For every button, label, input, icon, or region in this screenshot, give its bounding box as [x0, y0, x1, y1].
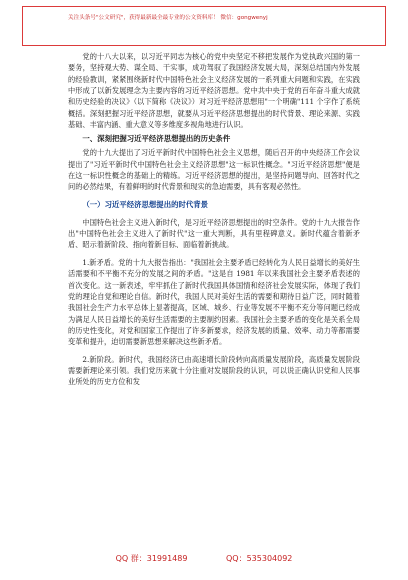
banner-text: 关注头条号"公文研究"，获得最新最全最专业的公文资料库！ 微信：gongwenyj	[68, 15, 268, 21]
section-heading-1: 一、深刻把握习近平经济思想提出的历史条件	[82, 134, 231, 144]
document-body	[68, 51, 360, 388]
paragraph-4: 1.新矛盾。党的十九大报告指出："我国社会主要矛盾已经转化为人民日益增长的美好生活需要和不平衡不充分的发展之间的矛盾。"这是自 1981 年以来我国社会主要矛盾表述的首次变化。这一新表述，牢牢抓住了新时代我国具体国情和经济社会发展实际，体现了我们党的理论自觉和理论自信。新时代，我国人民对美好生活的需要和期待日益广泛，同时随着我国社会生产力水平总体上显著提高，区域、城乡、行业等发展不平衡不充分等问题已经成为满足人民日益增长的美好生活需要的主要制约因素。我国社会主要矛盾的变化是关系全局的历史性变化，对党和国家工作提出了许多新要求，经济发展的质量、效率、动力等都需要变革和提升，迫切需要新思想来解决这些新矛盾。	[68, 257, 360, 347]
paragraph-intro: 党的十八大以来，以习近平同志为核心的党中央坚定不移把发展作为党执政兴国的第一要务，坚持观大势、谋全局、干实事，成功驾驭了我国经济发展大局，深刻总结国内外发展的经验教训，紧紧围绕新时代中国特色社会主义经济发展的一系列重大问题和实践，在实践中形成了以新发展理念为主要内容的习近平经济思想。党中共中央于党的百年奋斗重大成就和历史经验的决议》（以下简称《决议》）对习近平经济思想用"一个明确"111 个字作了系统概括。深刻把握习近平经济思想，就要从习近平经济思想提出的时代背景、理论来源、实践基础、丰富内涵、重大意义等多维度多视角地进行认识。	[68, 52, 360, 130]
footer-contact	[0, 553, 408, 564]
paragraph-2: 党的十九大提出了习近平新时代中国特色社会主义思想，随后召开的中央经济工作会议提出了"习近平新时代中国特色社会主义经济思想"这一标识性概念。"习近平经济思想"便是在这一标识性概念的基础上的精练。习近平经济思想的提出，是坚持问题导向、回答时代之问的必然结果，有着鲜明的时代背景和现实的急迫需要，具有客观必然性。	[68, 148, 360, 192]
paragraph-5: 2.新阶段。新时代，我国经济已由高速增长阶段转向高质量发展阶段，高质量发展阶段需要新理论来引领。我们党历来就十分注重对发展阶段的认识，可以说正确认识党和人民事业所处的历史方位和发	[68, 354, 360, 387]
footer-qq-group: QQ 群：31991489	[115, 554, 188, 563]
paragraph-3: 中国特色社会主义进入新时代，是习近平经济思想提出的时空条件。党的十九大报告作出"中国特色社会主义进入了新时代"这一重大判断，具有里程碑意义。新时代蕴含着新矛盾、昭示着新阶段、指向着新目标、面临着新挑战。	[68, 217, 360, 250]
header-banner	[22, 6, 386, 46]
footer-qq: QQ：535304092	[226, 554, 293, 563]
subsection-heading-1: （一）习近平经济思想提出的时代背景	[82, 199, 209, 209]
